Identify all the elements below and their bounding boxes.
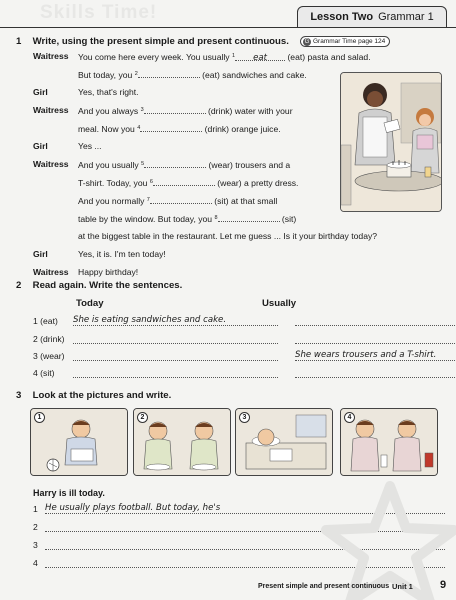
today-answer-line[interactable] (73, 349, 278, 361)
exercise-3-title (16, 390, 171, 401)
speaker: Waitress (33, 51, 69, 61)
picture-number: 1 (34, 412, 45, 423)
gap-number: 4 (137, 125, 141, 131)
column-today: Today (76, 298, 104, 309)
decorative-star-icon (320, 480, 456, 600)
header-rule (0, 27, 456, 28)
today-answer-line[interactable] (73, 332, 278, 344)
footer-topic: Present simple and present continuous (258, 583, 390, 590)
gap-number: 7 (146, 197, 150, 203)
grammar-time-icon: G (304, 38, 310, 45)
speaker: Girl (33, 249, 48, 259)
speaker: Girl (33, 87, 48, 97)
line-text: (sit) (279, 214, 297, 224)
line-text: (sit) at that small (211, 196, 278, 206)
lesson-tab (297, 6, 447, 28)
page-number: 9 (440, 579, 447, 591)
line-text: meal. Now you (78, 124, 138, 134)
answer-blank[interactable] (138, 69, 200, 78)
speaker: Girl (33, 141, 48, 151)
line-text: Yes, it is. I'm ten today! (78, 249, 166, 259)
boy-in-bed-image (236, 409, 333, 476)
exercise-2-row (33, 332, 443, 346)
restaurant-illustration (340, 72, 442, 212)
today-answer-line[interactable] (73, 366, 278, 378)
speaker: Waitress (33, 267, 69, 277)
row-number: 4 (33, 558, 38, 568)
picture-number: 4 (344, 412, 355, 423)
gap-number: 3 (140, 107, 144, 113)
exercise-1-number: 1 (16, 36, 22, 47)
usually-answer-line[interactable] (295, 332, 456, 344)
exercise-3-instruction: Look at the pictures and write. (32, 390, 172, 401)
line-text: (wear) a pretty dress. (214, 178, 299, 188)
exercise-2-row (33, 366, 443, 380)
line-text: (eat) sandwiches and cake. (199, 70, 307, 80)
ghost-title: Skills Time! (40, 2, 158, 23)
line-text: And you normally (78, 196, 147, 206)
answer-blank[interactable] (144, 105, 206, 114)
row-label: 3 (wear) (33, 351, 65, 361)
exercise-3-number: 3 (16, 390, 22, 401)
boy-reading-image (31, 409, 128, 476)
exercise-2-instruction: Read again. Write the sentences. (32, 280, 183, 291)
exercise-1-instruction: Write, using the present simple and present continuous. (32, 36, 289, 47)
line-text: (wear) trousers and a (206, 160, 291, 170)
usually-answer-line[interactable] (295, 366, 456, 378)
answer-blank[interactable] (144, 159, 206, 168)
gap-number: 5 (141, 161, 145, 167)
speaker: Waitress (33, 159, 69, 169)
gap-number: 1 (232, 53, 236, 59)
footer-unit: Unit 1 (392, 582, 413, 591)
grammar-reference-text: Grammar Time page 124 (313, 38, 386, 45)
picture-2-eating (133, 408, 231, 476)
gap-number: 2 (134, 71, 138, 77)
exercise-2-row (33, 314, 443, 328)
answer-blank[interactable] (140, 123, 202, 132)
birthday-scene-image (341, 73, 442, 212)
today-answer-line[interactable]: She is eating sandwiches and cake. (73, 314, 278, 326)
line-text: Yes, that's right. (78, 87, 139, 97)
row-number: 2 (33, 522, 38, 532)
line-text: Happy birthday! (78, 267, 139, 277)
row-number: 1 (33, 504, 38, 514)
boy-eating-image (134, 409, 231, 476)
lesson-label: Lesson Two (310, 11, 374, 23)
gap-number: 6 (149, 179, 153, 185)
row-label: 2 (drink) (33, 334, 65, 344)
picture-4-medicine (340, 408, 438, 476)
exercise-2-number: 2 (16, 280, 22, 291)
grammar-reference-pill[interactable] (300, 36, 390, 47)
answer-blank[interactable]: eat (235, 52, 285, 61)
exercise-2-title (16, 280, 182, 291)
line-text: table by the window. But today, you (78, 214, 215, 224)
picture-number: 2 (137, 412, 148, 423)
picture-1-football (30, 408, 128, 476)
section-label: Grammar 1 (378, 11, 434, 23)
row-label: 4 (sit) (33, 368, 55, 378)
line-text: You come here every week. You usually (78, 52, 232, 62)
line-text: And you usually (78, 160, 142, 170)
line-text: (drink) orange juice. (202, 124, 281, 134)
line-text: T-shirt. Today, you (78, 178, 150, 188)
line-text: Yes ... (78, 141, 102, 151)
gap-number: 8 (214, 215, 218, 221)
line-text: at the biggest table in the restaurant. Let me guess ... Is it your birthday today? (78, 231, 378, 241)
row-number: 3 (33, 540, 38, 550)
line-text: (drink) water with your (205, 106, 293, 116)
picture-3-bed (235, 408, 333, 476)
line-text: (eat) pasta and salad. (285, 52, 371, 62)
usually-answer-line[interactable] (295, 314, 456, 326)
answer-blank[interactable] (153, 177, 215, 186)
exercise-1-title (16, 36, 289, 47)
speaker: Waitress (33, 105, 69, 115)
row-label: 1 (eat) (33, 316, 58, 326)
exercise-2-row (33, 349, 443, 363)
answer-line[interactable]: He usually plays football. But today, he's (45, 502, 445, 514)
boy-drinking-image (341, 409, 438, 476)
picture-number: 3 (239, 412, 250, 423)
answer-blank[interactable] (218, 213, 280, 222)
column-usually: Usually (262, 298, 297, 309)
line-text: And you always (78, 106, 141, 116)
exercise-3-intro: Harry is ill today. (33, 488, 105, 498)
line-text: But today, you (78, 70, 135, 80)
usually-answer-line[interactable]: She wears trousers and a T-shirt. (295, 349, 456, 361)
answer-blank[interactable] (150, 195, 212, 204)
